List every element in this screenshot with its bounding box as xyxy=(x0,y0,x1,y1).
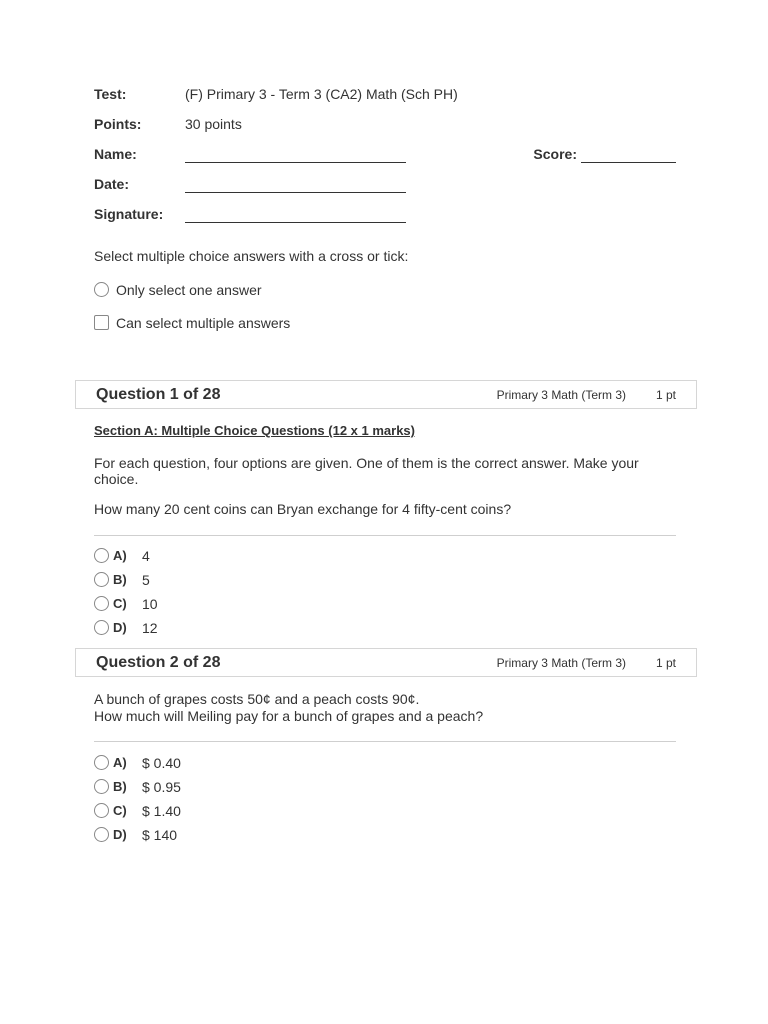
option-text: 5 xyxy=(142,572,150,588)
question-1-option-d[interactable] xyxy=(94,619,294,637)
option-text: 4 xyxy=(142,548,150,564)
question-2-prompt-line-1: A bunch of grapes costs 50¢ and a peach costs 90¢. xyxy=(94,691,420,707)
question-1-option-c[interactable] xyxy=(94,595,294,613)
option-letter: C) xyxy=(113,596,127,611)
divider xyxy=(94,535,676,536)
question-points: 1 pt xyxy=(655,388,676,402)
date-label: Date: xyxy=(94,176,130,192)
question-2-prompt-line-2: How much will Meiling pay for a bunch of grapes and a peach? xyxy=(94,708,484,724)
legend-multiple xyxy=(94,314,394,332)
option-text: $ 0.40 xyxy=(142,755,181,771)
question-2-header xyxy=(75,648,697,677)
option-text: 10 xyxy=(142,596,158,612)
question-1-option-a[interactable] xyxy=(94,547,294,565)
name-blank[interactable] xyxy=(185,146,406,163)
option-letter: D) xyxy=(113,620,127,635)
question-points: 1 pt xyxy=(655,656,676,670)
date-row xyxy=(94,176,676,206)
question-title: Question 2 of 28 xyxy=(96,654,221,671)
question-2-option-b[interactable] xyxy=(94,778,294,796)
question-1-option-b[interactable] xyxy=(94,571,294,589)
test-row xyxy=(94,86,676,116)
checkbox-icon xyxy=(94,315,109,330)
radio-icon[interactable] xyxy=(94,596,109,611)
test-value: (F) Primary 3 - Term 3 (CA2) Math (Sch PH) xyxy=(185,86,458,102)
test-label: Test: xyxy=(94,86,127,102)
radio-icon[interactable] xyxy=(94,755,109,770)
name-row xyxy=(94,146,676,176)
legend-multiple-text: Can select multiple answers xyxy=(116,315,291,331)
question-1-prompt: How many 20 cent coins can Bryan exchange for 4 fifty-cent coins? xyxy=(94,501,512,517)
score-blank[interactable] xyxy=(581,146,676,163)
section-intro: For each question, four options are given. One of them is the correct answer. Make your choice. xyxy=(94,455,639,487)
divider xyxy=(94,741,676,742)
option-text: $ 0.95 xyxy=(142,779,181,795)
radio-icon[interactable] xyxy=(94,779,109,794)
option-letter: B) xyxy=(113,779,127,794)
signature-label: Signature: xyxy=(94,206,164,222)
question-title: Question 1 of 28 xyxy=(96,386,221,403)
section-title: Section A: Multiple Choice Questions (12 x 1 marks) xyxy=(94,423,415,438)
question-2-option-c[interactable] xyxy=(94,802,294,820)
question-2-option-a[interactable] xyxy=(94,754,294,772)
points-row xyxy=(94,116,676,146)
name-label: Name: xyxy=(94,146,137,162)
question-course: Primary 3 Math (Term 3) xyxy=(496,656,626,670)
signature-row xyxy=(94,206,676,236)
score-field xyxy=(533,146,676,163)
instructions-text: Select multiple choice answers with a cross or tick: xyxy=(94,248,409,264)
legend-single-text: Only select one answer xyxy=(116,282,262,298)
option-text: $ 1.40 xyxy=(142,803,181,819)
signature-blank[interactable] xyxy=(185,206,406,223)
points-value: 30 points xyxy=(185,116,242,132)
option-text: 12 xyxy=(142,620,158,636)
radio-icon[interactable] xyxy=(94,548,109,563)
question-course: Primary 3 Math (Term 3) xyxy=(496,388,626,402)
option-letter: D) xyxy=(113,827,127,842)
question-2-option-d[interactable] xyxy=(94,826,294,844)
test-info xyxy=(94,86,676,236)
radio-icon[interactable] xyxy=(94,803,109,818)
legend-single xyxy=(94,281,394,299)
radio-icon[interactable] xyxy=(94,827,109,842)
radio-icon[interactable] xyxy=(94,620,109,635)
score-label: Score: xyxy=(533,146,577,162)
date-blank[interactable] xyxy=(185,176,406,193)
question-1-header xyxy=(75,380,697,409)
option-letter: A) xyxy=(113,548,127,563)
radio-icon xyxy=(94,282,109,297)
option-letter: C) xyxy=(113,803,127,818)
option-text: $ 140 xyxy=(142,827,178,843)
radio-icon[interactable] xyxy=(94,572,109,587)
option-letter: B) xyxy=(113,572,127,587)
option-letter: A) xyxy=(113,755,127,770)
points-label: Points: xyxy=(94,116,142,132)
